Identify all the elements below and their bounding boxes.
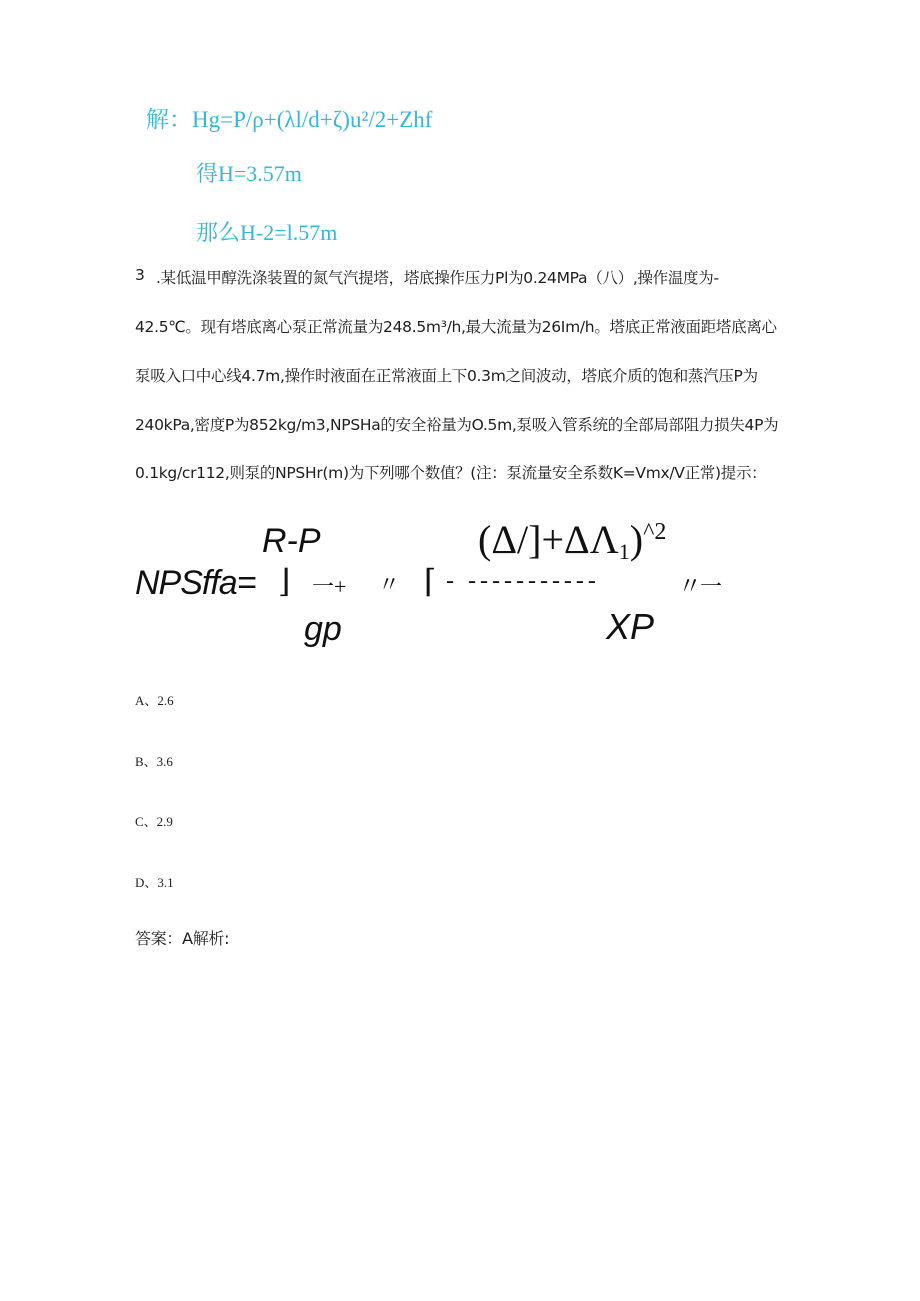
formula-frac2-superscript: ^2	[643, 519, 667, 545]
solution-line-3: 那么H-2=l.57m	[196, 220, 338, 245]
question-line-3: 泵吸入口中心线4.7m,操作时液面在正常液面上下0.3m之间波动，塔底介质的饱和蒸汽压P为	[135, 367, 758, 385]
formula-long-dashes: - -----------	[446, 568, 600, 594]
question-line-1: .某低温甲醇洗涤装置的氮气汽提塔，塔底操作压力Pl为0.24MPa（八）,操作温度为-	[156, 269, 719, 287]
formula-dash-end: 一	[700, 574, 723, 599]
formula-frac2-subscript: 1	[618, 539, 630, 564]
formula-lhs: NPSffa=	[135, 564, 256, 602]
option-b: B、3.6	[135, 754, 173, 769]
question-number: 3	[135, 266, 145, 284]
question-line-5: 0.1kg/cr112,则泵的NPSHr(m)为下列哪个数值？(注：泵流量安全系数K=Vmx/V正常)提示：	[135, 464, 767, 482]
formula-frac1-denominator: gp	[304, 610, 342, 648]
question-line-2: 42.5℃。现有塔底离心泵正常流量为248.5m³/h,最大流量为26Im/h。塔底正常液面距塔底离心	[135, 318, 777, 336]
answer-text: 答案：A解析:	[135, 929, 230, 948]
formula-frac2-numerator	[478, 516, 666, 565]
formula-frac2-denominator: XP	[606, 606, 655, 647]
formula-frac2-main: (Δ/]+ΔΛ	[478, 517, 619, 562]
formula-frac2-close: )	[629, 517, 644, 562]
solution-line-2: 得H=3.57m	[196, 161, 302, 186]
formula-dash-plus: 一+	[312, 574, 347, 599]
formula-quote-1: 〃	[378, 572, 401, 597]
solution-line-1: 解：Hg=P/ρ+(λl/d+ζ)u²/2+Zhf	[146, 107, 433, 132]
option-c: C、2.9	[135, 814, 173, 829]
option-d: D、3.1	[135, 875, 174, 890]
question-line-4: 240kPa,密度P为852kg/m3,NPSHa的安全裕量为O.5m,泵吸入管系统的全部局部阻力损失4P为	[135, 416, 779, 434]
formula-bracket-left: ⌋	[278, 563, 291, 599]
formula-quote-2: 〃	[678, 574, 702, 600]
formula-frac1-numerator: R-P	[262, 522, 321, 560]
formula-bracket-open: ⌈	[424, 563, 437, 599]
option-a: A、2.6	[135, 693, 174, 708]
